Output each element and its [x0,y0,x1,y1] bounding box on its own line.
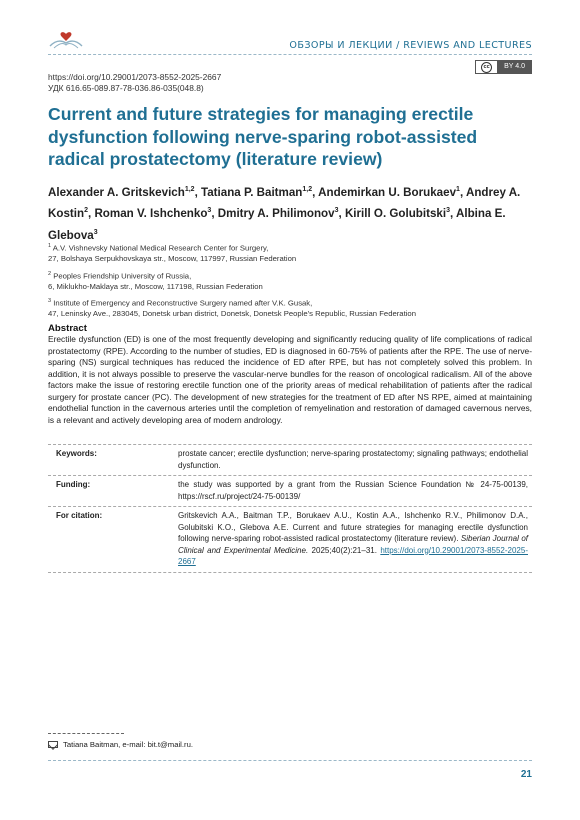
footnote-divider [48,733,124,734]
section-header: ОБЗОРЫ И ЛЕКЦИИ / REVIEWS AND LECTURES [289,40,532,51]
author: Alexander A. Gritskevich$^{1,2}$ [48,185,195,199]
author: Dmitry A. Philimonov$^3$ [217,207,339,221]
corresponding-author [48,740,193,749]
udc-code: УДК 616.65-089.87-78-036.86-035(048.8) [48,83,204,93]
author: Tatiana P. Baitman$^{1,2}$ [201,185,313,199]
author: Roman V. Ishchenko$^3$ [94,207,212,221]
citation-doi-link[interactable]: https://doi.org/10.29001/2073-8552-2025-2667 [178,545,528,566]
journal-name: Siberian Journal of Clinical and Experimental Medicine. [178,534,528,555]
abstract-heading: Abstract [48,323,87,334]
footer-divider [48,760,532,761]
funding-label: Funding: [56,480,91,489]
header-divider [48,54,532,55]
license-label: BY 4.0 [498,61,531,73]
citation-value: Gritskevich A.A., Baitman T.P., Borukaev A.U., Kostin A.A., Ishchenko R.V., Philimonov D.A., Golubitski K.O., Glebova A.E. Current and future strategies for managing erectile dysfunction following nerve-sparing robot-assisted radical prostatectomy (literature review). Siberian Journal of Clinical and Experimental Medicine. 2025;40(2):21–31. https://doi.org/10.29001/2073-8552-2025-2667 [178,511,528,566]
abstract-text: Erectile dysfunction (ED) is one of the most frequently developing and significantly reducing quality of life complications of radical prostatectomy (RPE). According to the number of studies, ED is diagnosed in 60-75% of patients after the RPE. The use of nerve-sparing (NS) surgical techniques has reduced the incidence of ED after RPE, but has not completely solved this problem. In addition, it is not always possible to preserve the vascular-nerve bundles for the reason of oncological radicalism. All of the above factors make the issue of restoring erectile function one of the priority areas of medical rehabilitation of patients after the radical surgery for prostate cancer (PC). The development of new strategies for the treatment of ED after NS RPE, aimed at maintaining endothelial function in the cavernous arteries until the completion of remyelination and restoration of damaged cavernous nerves, is a relevant and actively developing area of modern andrology. [48,334,532,425]
affiliation: $^2$ Peoples Friendship University of Russia, 6, Miklukho-Maklaya str., Moscow, 117198, Russian Federation [48,270,263,291]
doi-link[interactable]: https://doi.org/10.29001/2073-8552-2025-2667 [48,72,222,82]
author: Kirill O. Golubitski$^3$ [344,207,450,221]
affiliation: $^3$ Institute of Emergency and Reconstructive Surgery named after V.K. Gusak, 47, Leninsky Ave., 283045, Donetsk urban district, Donetsk, Donetsk People's Republic, Russian Federation [48,298,416,319]
contact-text: Tatiana Baitman, e-mail: bit.t@mail.ru. [63,740,193,749]
author-list: Alexander A. Gritskevich$^{1,2}$, Tatiana P. Baitman$^{1,2}$, Andemirkan U. Borukaev$^1$, Andrey A. Kostin$^2$, Roman V. Ishchenko$^3$, Dmitry A. Philimonov$^3$, Kirill O. Golubitski$^3$, Albina E. Glebova$^3$ [48,185,521,242]
page-number: 21 [520,769,532,780]
affiliation: $^1$ A.V. Vishnevsky National Medical Research Center for Surgery, 27, Bolshaya Serpukhovskaya str., Moscow, 117997, Russian Federation [48,243,297,264]
keywords-value: prostate cancer; erectile dysfunction; nerve-sparing prostatectomy; signaling pathways; endothelial dysfunction. [178,449,528,470]
journal-logo [48,30,84,52]
identifiers [48,72,221,94]
funding-row [48,476,532,507]
affiliations [48,241,538,324]
author: Andrey A. Kostin$^2$ [48,185,521,221]
creative-commons-icon: cc [476,61,498,73]
author: Albina E. Glebova$^3$ [48,207,506,242]
cc-license-badge[interactable] [475,60,532,74]
article-metadata [48,444,532,573]
article-title: Current and future strategies for managing erectile dysfunction following nerve-sparing robot-assisted radical prostatectomy (literature review) [48,104,478,169]
envelope-icon [48,741,58,748]
author: Andemirkan U. Borukaev$^1$ [318,185,460,199]
keywords-row [48,445,532,476]
keywords-label: Keywords: [56,449,97,458]
citation-label: For citation: [56,511,103,520]
citation-row [48,507,532,573]
funding-value: the study was supported by a grant from the Russian Science Foundation № 24-75-00139, https://rscf.ru/project/24-75-00139/ [178,480,528,501]
